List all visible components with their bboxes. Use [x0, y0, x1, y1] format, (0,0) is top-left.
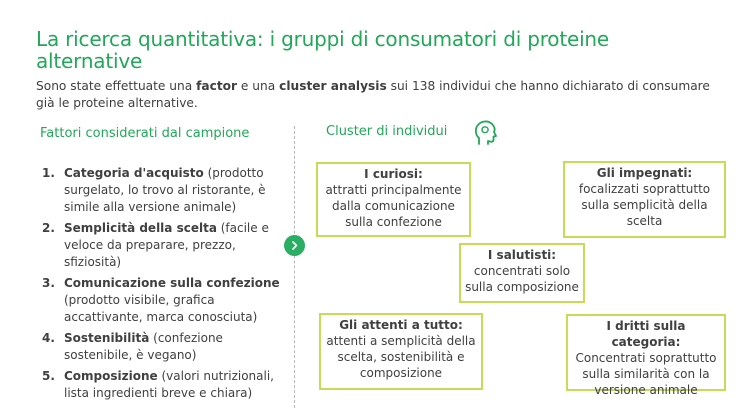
factor-desc: (prodotto surgelato, lo trovo al ristorante, è simile alla versione animale) [64, 166, 266, 214]
intro-text-part: Sono state effettuate una [36, 79, 197, 93]
cluster-desc: focalizzati soprattutto sulla semplicità della scelta [578, 182, 711, 228]
cluster-box-attenti [319, 313, 483, 390]
intro-text-part: e una [237, 79, 280, 93]
factor-number: 4. [42, 331, 55, 345]
factor-number: 3. [42, 276, 55, 290]
cluster-desc: concentrati solo sulla composizione [465, 264, 579, 294]
cluster-box-salutisti [459, 243, 585, 303]
factor-item [42, 165, 292, 216]
factor-name: Composizione [64, 369, 158, 383]
factor-desc: (valori nutrizionali, lista ingredienti breve e chiara) [64, 369, 274, 400]
page-title: La ricerca quantitativa: i gruppi di consumatori di proteine alternative [36, 27, 610, 73]
intro-bold-factor: factor [196, 79, 238, 93]
head-profile-icon [470, 117, 500, 147]
factor-item [42, 220, 292, 271]
factor-name: Categoria d'acquisto [64, 166, 204, 180]
factor-desc: (facile e veloce da preparare, prezzo, sfiziosità) [64, 221, 269, 269]
factor-name: Comunicazione sulla confezione [64, 276, 280, 290]
factors-list [42, 165, 292, 406]
intro-bold-cluster: cluster analysis [279, 79, 387, 93]
cluster-desc: attenti a semplicità della scelta, sostenibilità e composizione [326, 334, 476, 380]
left-heading: Fattori considerati dal campione [40, 126, 250, 141]
column-divider [294, 126, 295, 408]
factor-item [42, 275, 292, 326]
cluster-box-impegnati [563, 161, 726, 238]
cluster-desc: attratti principalmente dalla comunicazione sulla confezione [325, 183, 462, 229]
factor-name: Sostenibilità [64, 331, 150, 345]
factor-number: 1. [42, 166, 55, 180]
factor-item [42, 368, 292, 402]
intro-text-part: sui 138 individui che hanno dichiarato di consumare già le proteine alternative. [36, 79, 710, 110]
cluster-title: Gli attenti a tutto: [339, 318, 463, 332]
cluster-box-dritti [566, 314, 726, 397]
cluster-desc: Concentrati soprattutto sulla similarità con la versione animale [575, 351, 717, 397]
cluster-title: Gli impegnati: [596, 166, 693, 180]
factor-name: Semplicità della scelta [64, 221, 217, 235]
cluster-title: I dritti sulla categoria: [606, 319, 686, 349]
cluster-title: I curiosi: [364, 167, 423, 181]
factor-item [42, 330, 292, 364]
factor-desc: (prodotto visibile, grafica accattivante, marca conosciuta) [64, 293, 258, 324]
intro-text [36, 78, 726, 112]
cluster-title: I salutisti: [487, 248, 557, 262]
factor-number: 2. [42, 221, 55, 235]
factor-number: 5. [42, 369, 55, 383]
cluster-box-curiosi [316, 162, 471, 237]
factor-desc: (confezione sostenibile, è vegano) [64, 331, 223, 362]
right-heading: Cluster di individui [326, 124, 448, 139]
